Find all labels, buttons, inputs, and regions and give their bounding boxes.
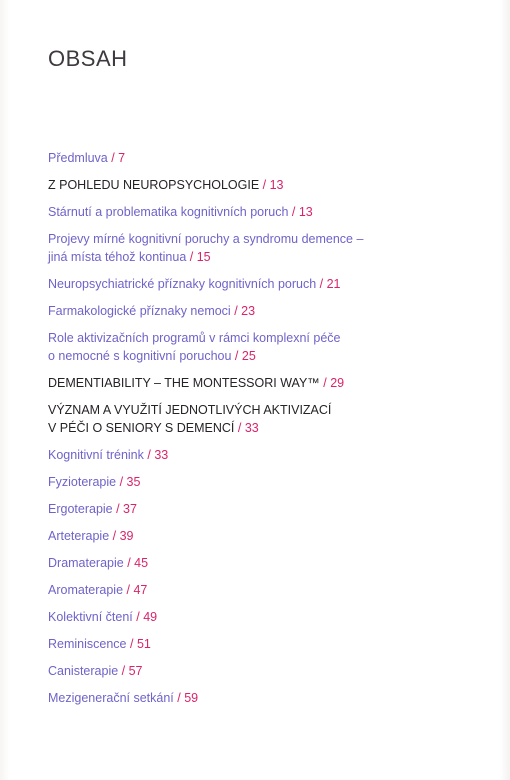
toc-entry [48,473,468,491]
toc-separator: / [118,664,129,678]
toc-separator: / [109,529,120,543]
toc-separator: / [288,205,299,219]
toc-entry-label: Stárnutí a problematika kognitivních poruch [48,205,289,219]
toc-separator: / [107,151,119,165]
toc-entry-label: Kognitivní trénink [48,448,144,462]
toc-entry-label: Z POHLEDU NEUROPSYCHOLOGIE [48,178,260,192]
toc-separator: / [132,610,144,624]
toc-entry [48,230,468,266]
toc-entry [48,635,468,653]
toc-page-number: 7 [118,151,126,165]
toc-page-number: 59 [184,691,199,705]
toc-entry [48,554,468,572]
toc-page-number: 23 [241,304,256,318]
toc-entry-label: Arteterapie [48,529,110,543]
toc-entry [48,401,468,437]
toc-entry-label: Předmluva [48,151,108,165]
toc-page-number: 51 [136,637,151,651]
toc-page-number: 57 [128,664,143,678]
toc-entry-label: DEMENTIABILITY – THE MONTESSORI WAY™ [48,376,320,390]
toc-page-number: 49 [143,610,158,624]
toc-separator: / [319,376,331,390]
toc-separator: / [259,178,270,192]
toc-page-number: 13 [298,205,313,219]
page-title: OBSAH [48,46,128,71]
toc-entry [48,176,468,194]
toc-entry [48,374,468,392]
table-of-contents [48,149,468,707]
toc-entry [48,149,468,167]
toc-entry-label: Kolektivní čtení [48,610,133,624]
toc-entry-label: Farmakologické příznaky nemoci [48,304,231,318]
toc-entry [48,608,468,626]
toc-page-number: 33 [154,448,169,462]
toc-page-number: 21 [326,277,341,291]
toc-page-number: 39 [119,529,134,543]
toc-entry-label: VÝZNAM A VYUŽITÍ JEDNOTLIVÝCH AKTIVIZACÍ V PÉČI O SENIORY S DEMENCÍ [48,403,332,435]
toc-entry-label: Reminiscence [48,637,127,651]
toc-page-number: 25 [241,349,256,363]
toc-separator: / [173,691,185,705]
toc-separator: / [116,475,127,489]
toc-page-number: 13 [269,178,284,192]
toc-entry-label: Mezigenerační setkání [48,691,174,705]
toc-separator: / [231,349,242,363]
toc-page-number: 37 [123,502,137,516]
toc-entry [48,329,468,365]
toc-entry-label: Role aktivizačních programů v rámci komplexní péče o nemocné s kognitivní poruchou [48,331,341,363]
toc-entry [48,446,468,464]
toc-entry-label: Projevy mírné kognitivní poruchy a syndromu demence – jiná místa téhož kontinua [48,232,364,264]
toc-separator: / [126,637,137,651]
toc-separator: / [112,502,124,516]
toc-entry [48,203,468,221]
toc-entry-label: Fyzioterapie [48,475,117,489]
toc-separator: / [186,250,197,264]
toc-page-number: 33 [244,421,259,435]
toc-entry-label: Ergoterapie [48,502,113,516]
toc-entry [48,581,468,599]
toc-entry-label: Dramaterapie [48,556,124,570]
toc-separator: / [316,277,327,291]
toc-separator: / [234,421,245,435]
toc-entry [48,275,468,293]
toc-entry-label: Aromaterapie [48,583,124,597]
toc-page-number: 45 [134,556,149,570]
toc-entry [48,302,468,320]
toc-entry [48,689,468,707]
toc-entry [48,662,468,680]
toc-separator: / [123,583,134,597]
toc-entry [48,527,468,545]
toc-separator: / [143,448,155,462]
toc-entry-label: Neuropsychiatrické příznaky kognitivních poruch [48,277,317,291]
toc-separator: / [123,556,135,570]
toc-page-number: 47 [133,583,148,597]
toc-entry [48,500,468,518]
toc-separator: / [230,304,242,318]
toc-page-number: 29 [330,376,345,390]
toc-page-number: 35 [126,475,141,489]
toc-page-number: 15 [196,250,211,264]
toc-entry-label: Canisterapie [48,664,119,678]
